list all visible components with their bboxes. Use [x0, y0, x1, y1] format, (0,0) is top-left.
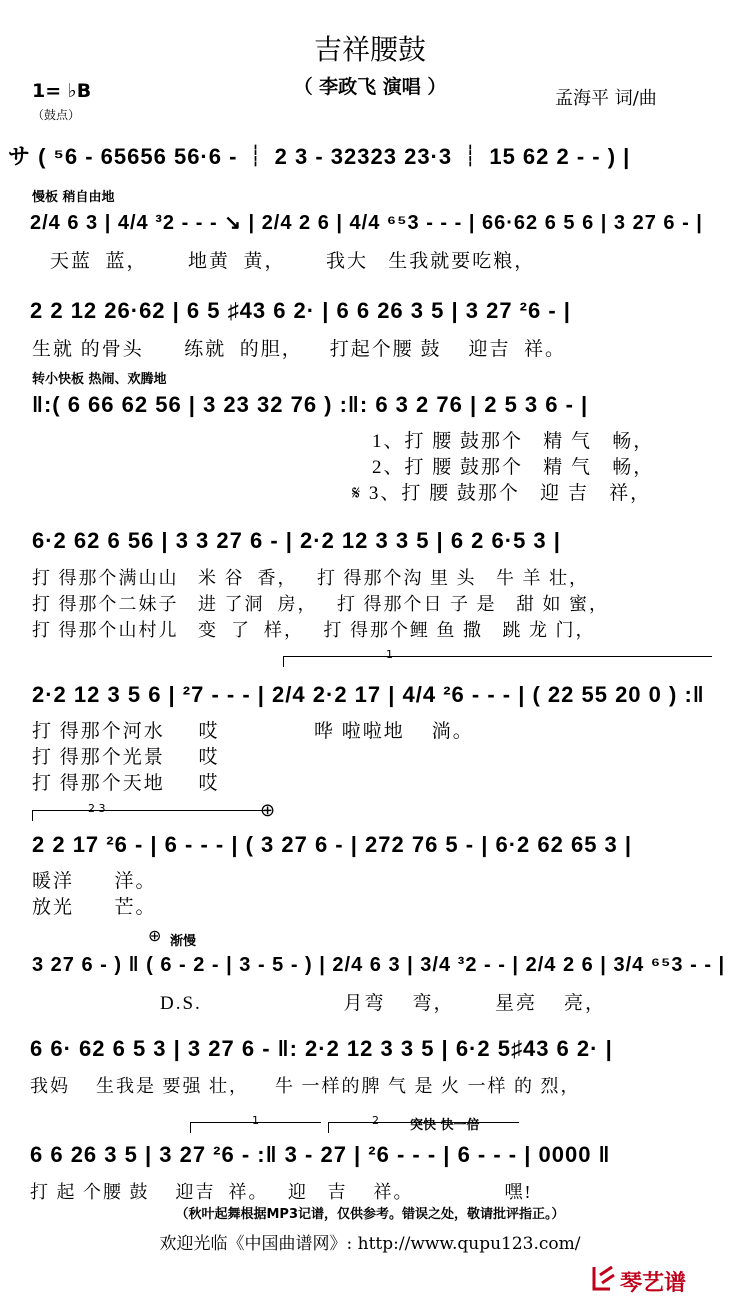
coda-sign-icon: ⊕ — [260, 800, 276, 821]
volta-label-1: 1 — [386, 648, 393, 661]
tempo-fast: 转小快板 热闹、欢腾地 — [32, 372, 167, 387]
score-line-4: ‖:( 6 66 62 56 | 3 23 32 76 ) :‖: 6 3 2 76 | 2 5 3 6 - | — [32, 392, 589, 417]
score-line-1: サ ( ⁵6 - 65656 56·6 - ┊ 2 3 - 32323 23·3 ┊ 15 62 2 - - ) | — [8, 144, 631, 169]
page-title: 吉祥腰鼓 — [313, 33, 426, 66]
lyric-line-2: 天蓝 蓝， 地黄 黄， 我大 生我就要吃粮， — [50, 251, 536, 272]
lyric-line-5-v1: 打 得那个满山山 米 谷 香， 打 得那个沟 里 头 牛 羊 壮， — [32, 568, 589, 588]
lyric-line-9: 我妈 生我是 要强 壮， 牛 一样的脾 气 是 火 一样 的 烈， — [30, 1076, 581, 1096]
tempo-rit: 渐慢 — [170, 934, 197, 949]
lyric-line-5-v2: 打 得那个二妹子 进 了洞 房， 打 得那个日 子 是 甜 如 蜜， — [32, 594, 609, 614]
score-line-2: 2/4 6 3 | 4/4 ³2 - - - ↘ | 2/4 2 6 | 4/4 ⁶⁵3 - - - | 66·62 6 5 6 | 3 27 6 - | — [30, 212, 703, 234]
qinyipu-logo-icon — [590, 1263, 616, 1293]
score-line-9: 6 6· 62 6 5 3 | 3 27 6 - ‖: 2·2 12 3 3 5 | 6·2 5♯43 6 2· | — [30, 1036, 613, 1061]
tempo-sudden: 突快 快一倍 — [410, 1118, 480, 1133]
lyric-line-8: D.S. 月弯 弯， 星亮 亮， — [160, 993, 607, 1014]
lyric-verse-1: 1、打 腰 鼓那个 精 气 畅， — [372, 431, 655, 452]
volta-bracket-1 — [283, 656, 712, 667]
lyric-verse-3: 𝄋 3、打 腰 鼓那个 迎 吉 祥， — [352, 483, 652, 504]
tempo-slow: 慢板 稍自由地 — [32, 190, 115, 205]
volta-label-10-2: 2 — [372, 1114, 379, 1127]
lyric-line-10: 打 起 个腰 鼓 迎吉 祥。 迎 吉 祥。 嘿! — [30, 1182, 533, 1202]
site-logo: 琴艺谱 — [620, 1271, 687, 1296]
coda-sign-icon-2: ⊕ — [148, 926, 162, 945]
key-signature: 1= ♭B — [32, 80, 92, 102]
singer-credit: （ 李政飞 演唱 ） — [293, 76, 447, 98]
lyric-line-6-v1: 打 得那个河水 哎 哗 啦啦地 淌。 — [32, 721, 474, 742]
lyric-line-7-v1: 暖洋 洋。 — [32, 871, 157, 892]
volta-bracket-2-3 — [32, 810, 265, 821]
lyric-line-3: 生就 的骨头 练就 的胆， 打起个腰 鼓 迎吉 祥。 — [32, 339, 567, 360]
volta-label-2-3: 2 3 — [88, 802, 106, 815]
lyric-line-7-v2: 放光 芒。 — [32, 897, 157, 918]
score-line-6: 2·2 12 3 5 6 | ²7 - - - | 2/4 2·2 17 | 4/4 ²6 - - - | ( 22 55 20 0 ) :‖ — [32, 682, 705, 707]
volta-label-10-1: 1 — [252, 1114, 259, 1127]
site-link[interactable]: 欢迎光临《中国曲谱网》: http://www.qupu123.com/ — [159, 1234, 581, 1254]
composer-credit: 孟海平 词/曲 — [555, 88, 657, 109]
transcription-note: （秋叶起舞根据MP3记谱，仅供参考。错误之处，敬请批评指正。） — [175, 1207, 565, 1222]
lyric-line-6-v2: 打 得那个光景 哎 — [32, 747, 220, 768]
lyric-line-6-v3: 打 得那个天地 哎 — [32, 773, 220, 794]
score-line-7: 2 2 17 ²6 - | 6 - - - | ( 3 27 6 - | 272 76 5 - | 6·2 62 65 3 | — [32, 832, 633, 857]
score-line-10: 6 6 26 3 5 | 3 27 ²6 - :‖ 3 - 27 | ²6 - - - | 6 - - - | 0000 ‖ — [30, 1142, 611, 1167]
score-line-8: 3 27 6 - ) ‖ ( 6 - 2 - | 3 - 5 - ) | 2/4 6 3 | 3/4 ³2 - - | 2/4 2 6 | 3/4 ⁶⁵3 - - | — [32, 954, 726, 976]
key-note: （鼓点） — [32, 108, 81, 122]
score-line-3: 2 2 12 26·62 | 6 5 ♯43 6 2· | 6 6 26 3 5 | 3 27 ²6 - | — [30, 298, 571, 323]
score-line-5: 6·2 62 6 56 | 3 3 27 6 - | 2·2 12 3 3 5 | 6 2 6·5 3 | — [32, 528, 561, 553]
lyric-line-5-v3: 打 得那个山村儿 变 了 样， 打 得那个鲤 鱼 撒 跳 龙 门， — [32, 620, 596, 640]
lyric-verse-2: 2、打 腰 鼓那个 精 气 畅， — [372, 457, 655, 478]
